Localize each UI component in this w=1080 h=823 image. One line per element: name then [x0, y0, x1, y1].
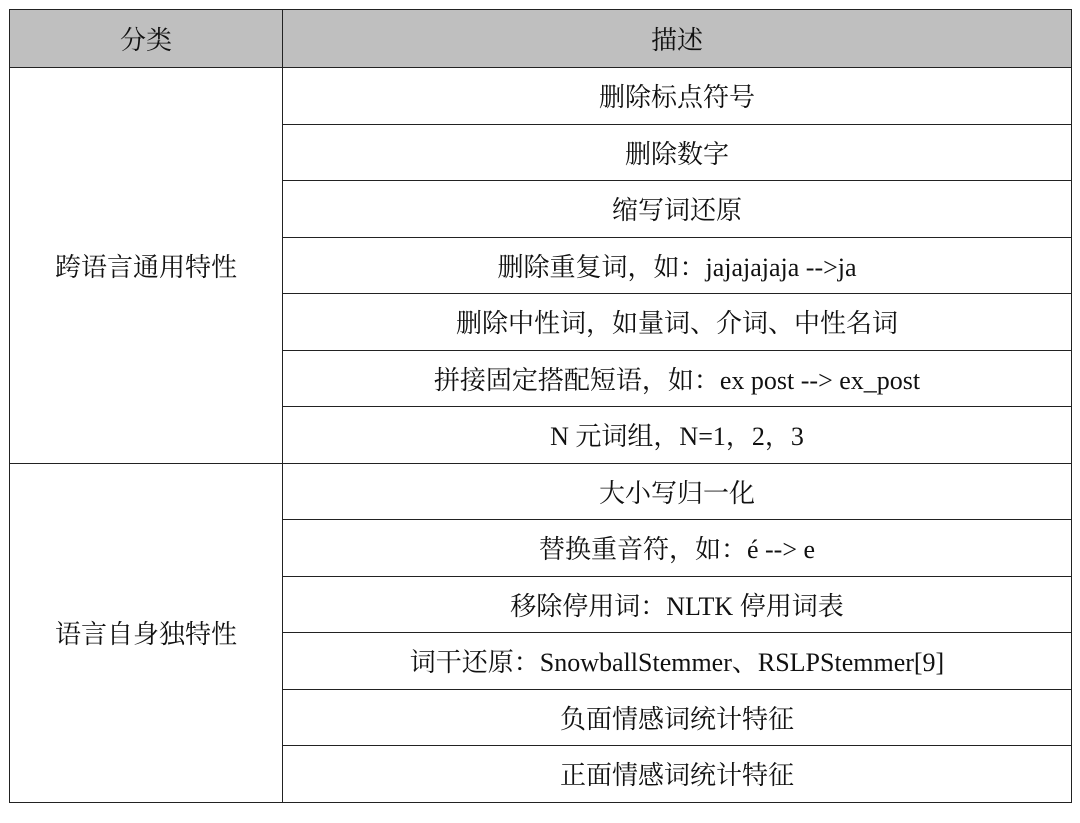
- category-cell: 跨语言通用特性: [10, 68, 283, 464]
- table-row: [10, 463, 1072, 520]
- description-cell: N 元词组，N=1，2，3: [283, 407, 1072, 464]
- description-cell: 缩写词还原: [283, 181, 1072, 238]
- description-cell: 替换重音符，如：é --> e: [283, 520, 1072, 577]
- description-cell: 删除中性词，如量词、介词、中性名词: [283, 294, 1072, 351]
- feature-table: [9, 9, 1072, 803]
- category-cell: 语言自身独特性: [10, 463, 283, 802]
- header-row: [10, 10, 1072, 68]
- header-category: 分类: [10, 10, 283, 68]
- description-cell: 删除数字: [283, 124, 1072, 181]
- description-cell: 拼接固定搭配短语，如：ex post --> ex_post: [283, 350, 1072, 407]
- description-cell: 删除标点符号: [283, 68, 1072, 125]
- header-description: 描述: [283, 10, 1072, 68]
- description-cell: 正面情感词统计特征: [283, 746, 1072, 803]
- description-cell: 大小写归一化: [283, 463, 1072, 520]
- description-cell: 词干还原：SnowballStemmer、RSLPStemmer[9]: [283, 633, 1072, 690]
- description-cell: 负面情感词统计特征: [283, 689, 1072, 746]
- description-cell: 移除停用词：NLTK 停用词表: [283, 576, 1072, 633]
- description-cell: 删除重复词，如：jajajajaja -->ja: [283, 237, 1072, 294]
- table-row: [10, 68, 1072, 125]
